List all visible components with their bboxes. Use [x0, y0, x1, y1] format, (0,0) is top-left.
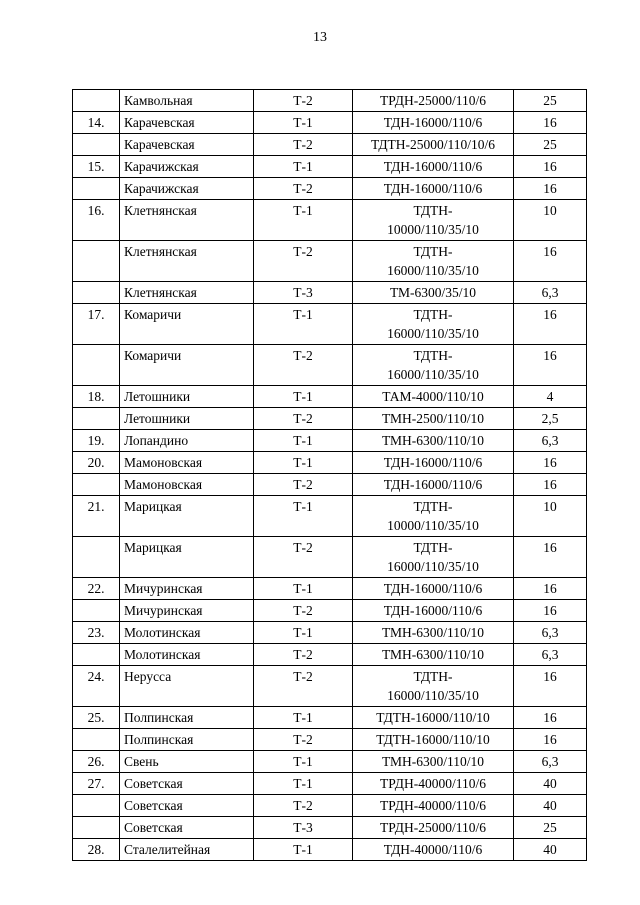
power-mva-cell: 6,3	[514, 751, 587, 773]
table-row	[73, 345, 587, 386]
transformer-id-cell: Т-3	[254, 817, 353, 839]
row-number-cell	[73, 537, 120, 578]
transformer-id-cell: Т-1	[254, 200, 353, 241]
substation-name-cell: Карачижская	[120, 156, 254, 178]
power-mva-cell: 25	[514, 817, 587, 839]
power-mva-cell: 25	[514, 90, 587, 112]
table-row	[73, 622, 587, 644]
table-row	[73, 707, 587, 729]
transformer-id-cell: Т-1	[254, 156, 353, 178]
row-number-cell: 18.	[73, 386, 120, 408]
table-row	[73, 304, 587, 345]
transformer-type-cell: ТМН-6300/110/10	[353, 430, 514, 452]
transformer-type-cell: ТДТН- 16000/110/35/10	[353, 345, 514, 386]
row-number-cell: 22.	[73, 578, 120, 600]
transformer-id-cell: Т-1	[254, 622, 353, 644]
power-mva-cell: 40	[514, 773, 587, 795]
power-mva-cell: 16	[514, 537, 587, 578]
transformer-type-cell: ТДН-16000/110/6	[353, 578, 514, 600]
transformer-id-cell: Т-2	[254, 345, 353, 386]
transformer-id-cell: Т-2	[254, 644, 353, 666]
row-number-cell	[73, 134, 120, 156]
transformer-type-cell: ТДН-16000/110/6	[353, 474, 514, 496]
table-row	[73, 537, 587, 578]
power-mva-cell: 6,3	[514, 282, 587, 304]
table-row	[73, 474, 587, 496]
transformer-id-cell: Т-1	[254, 496, 353, 537]
substation-name-cell: Камвольная	[120, 90, 254, 112]
transformer-type-cell: ТДТН-25000/110/10/6	[353, 134, 514, 156]
table-row	[73, 200, 587, 241]
row-number-cell: 19.	[73, 430, 120, 452]
transformer-id-cell: Т-2	[254, 795, 353, 817]
row-number-cell: 20.	[73, 452, 120, 474]
power-mva-cell: 40	[514, 839, 587, 861]
page-number: 13	[313, 30, 327, 45]
transformer-type-cell: ТДН-16000/110/6	[353, 156, 514, 178]
transformer-type-cell: ТДТН- 10000/110/35/10	[353, 200, 514, 241]
transformer-id-cell: Т-2	[254, 666, 353, 707]
transformer-id-cell: Т-1	[254, 839, 353, 861]
power-mva-cell: 10	[514, 496, 587, 537]
substation-name-cell: Карачевская	[120, 112, 254, 134]
transformer-id-cell: Т-2	[254, 474, 353, 496]
substation-name-cell: Карачижская	[120, 178, 254, 200]
transformer-id-cell: Т-2	[254, 729, 353, 751]
transformer-type-cell: ТАМ-4000/110/10	[353, 386, 514, 408]
table-row	[73, 751, 587, 773]
table-row	[73, 578, 587, 600]
row-number-cell: 27.	[73, 773, 120, 795]
row-number-cell	[73, 600, 120, 622]
table-row	[73, 112, 587, 134]
substation-name-cell: Летошники	[120, 386, 254, 408]
row-number-cell	[73, 345, 120, 386]
row-number-cell: 17.	[73, 304, 120, 345]
transformer-type-cell: ТДТН- 16000/110/35/10	[353, 666, 514, 707]
transformer-type-cell: ТМН-2500/110/10	[353, 408, 514, 430]
row-number-cell: 28.	[73, 839, 120, 861]
table-row	[73, 90, 587, 112]
row-number-cell: 16.	[73, 200, 120, 241]
transformer-type-cell: ТРДН-40000/110/6	[353, 773, 514, 795]
table-row	[73, 430, 587, 452]
table-row	[73, 178, 587, 200]
substation-name-cell: Советская	[120, 773, 254, 795]
row-number-cell: 15.	[73, 156, 120, 178]
row-number-cell: 26.	[73, 751, 120, 773]
power-mva-cell: 2,5	[514, 408, 587, 430]
transformer-type-cell: ТДТН- 16000/110/35/10	[353, 537, 514, 578]
transformer-type-cell: ТМН-6300/110/10	[353, 622, 514, 644]
row-number-cell	[73, 817, 120, 839]
power-mva-cell: 16	[514, 156, 587, 178]
row-number-cell: 21.	[73, 496, 120, 537]
substation-name-cell: Мичуринская	[120, 578, 254, 600]
power-mva-cell: 16	[514, 600, 587, 622]
table-row	[73, 839, 587, 861]
substation-name-cell: Карачевская	[120, 134, 254, 156]
substation-name-cell: Лопандино	[120, 430, 254, 452]
table-row	[73, 134, 587, 156]
transformer-type-cell: ТДН-16000/110/6	[353, 600, 514, 622]
substation-name-cell: Свень	[120, 751, 254, 773]
row-number-cell	[73, 474, 120, 496]
transformer-id-cell: Т-1	[254, 112, 353, 134]
substation-name-cell: Клетнянская	[120, 241, 254, 282]
table-row	[73, 452, 587, 474]
table-row	[73, 241, 587, 282]
transformer-id-cell: Т-1	[254, 304, 353, 345]
power-mva-cell: 16	[514, 345, 587, 386]
substation-name-cell: Мичуринская	[120, 600, 254, 622]
transformer-type-cell: ТДТН- 16000/110/35/10	[353, 304, 514, 345]
transformer-id-cell: Т-1	[254, 386, 353, 408]
power-mva-cell: 16	[514, 707, 587, 729]
substation-name-cell: Молотинская	[120, 622, 254, 644]
transformer-type-cell: ТРДН-25000/110/6	[353, 90, 514, 112]
transformer-type-cell: ТМН-6300/110/10	[353, 644, 514, 666]
substation-name-cell: Марицкая	[120, 537, 254, 578]
substation-name-cell: Летошники	[120, 408, 254, 430]
transformer-type-cell: ТРДН-40000/110/6	[353, 795, 514, 817]
transformer-type-cell: ТМ-6300/35/10	[353, 282, 514, 304]
row-number-cell	[73, 90, 120, 112]
substation-name-cell: Марицкая	[120, 496, 254, 537]
substation-name-cell: Мамоновская	[120, 474, 254, 496]
power-mva-cell: 16	[514, 666, 587, 707]
table-row	[73, 729, 587, 751]
substation-name-cell: Клетнянская	[120, 282, 254, 304]
power-mva-cell: 40	[514, 795, 587, 817]
table-row	[73, 496, 587, 537]
transformer-type-cell: ТРДН-25000/110/6	[353, 817, 514, 839]
transformer-type-cell: ТДТН- 10000/110/35/10	[353, 496, 514, 537]
row-number-cell	[73, 795, 120, 817]
transformer-id-cell: Т-1	[254, 430, 353, 452]
transformer-id-cell: Т-2	[254, 600, 353, 622]
row-number-cell: 25.	[73, 707, 120, 729]
table-row	[73, 600, 587, 622]
transformer-type-cell: ТМН-6300/110/10	[353, 751, 514, 773]
transformer-type-cell: ТДН-16000/110/6	[353, 112, 514, 134]
substation-name-cell: Мамоновская	[120, 452, 254, 474]
substation-name-cell: Советская	[120, 817, 254, 839]
power-mva-cell: 16	[514, 578, 587, 600]
power-mva-cell: 16	[514, 474, 587, 496]
power-mva-cell: 16	[514, 304, 587, 345]
transformer-type-cell: ТДТН-16000/110/10	[353, 707, 514, 729]
transformer-id-cell: Т-1	[254, 707, 353, 729]
transformer-type-cell: ТДН-40000/110/6	[353, 839, 514, 861]
table-row	[73, 156, 587, 178]
substation-name-cell: Полпинская	[120, 707, 254, 729]
transformer-id-cell: Т-2	[254, 408, 353, 430]
table-row	[73, 773, 587, 795]
transformer-id-cell: Т-2	[254, 178, 353, 200]
transformer-id-cell: Т-1	[254, 751, 353, 773]
transformer-type-cell: ТДТН-16000/110/10	[353, 729, 514, 751]
transformer-id-cell: Т-2	[254, 241, 353, 282]
power-mva-cell: 16	[514, 112, 587, 134]
power-mva-cell: 16	[514, 241, 587, 282]
power-mva-cell: 16	[514, 178, 587, 200]
transformer-type-cell: ТДН-16000/110/6	[353, 178, 514, 200]
table-row	[73, 386, 587, 408]
power-mva-cell: 4	[514, 386, 587, 408]
transformer-type-cell: ТДН-16000/110/6	[353, 452, 514, 474]
power-mva-cell: 6,3	[514, 430, 587, 452]
transformer-id-cell: Т-1	[254, 578, 353, 600]
transformer-id-cell: Т-2	[254, 134, 353, 156]
table-row	[73, 817, 587, 839]
table-body	[73, 90, 587, 861]
transformer-id-cell: Т-1	[254, 452, 353, 474]
transformer-id-cell: Т-2	[254, 90, 353, 112]
row-number-cell	[73, 729, 120, 751]
table-row	[73, 644, 587, 666]
transformer-id-cell: Т-2	[254, 537, 353, 578]
power-mva-cell: 6,3	[514, 644, 587, 666]
transformer-id-cell: Т-3	[254, 282, 353, 304]
substation-name-cell: Полпинская	[120, 729, 254, 751]
power-mva-cell: 10	[514, 200, 587, 241]
row-number-cell	[73, 241, 120, 282]
transformer-id-cell: Т-1	[254, 773, 353, 795]
transformer-type-cell: ТДТН- 16000/110/35/10	[353, 241, 514, 282]
table-row	[73, 282, 587, 304]
row-number-cell: 24.	[73, 666, 120, 707]
row-number-cell	[73, 178, 120, 200]
row-number-cell	[73, 644, 120, 666]
substation-name-cell: Клетнянская	[120, 200, 254, 241]
table-row	[73, 408, 587, 430]
substation-name-cell: Нерусса	[120, 666, 254, 707]
row-number-cell	[73, 282, 120, 304]
substation-name-cell: Советская	[120, 795, 254, 817]
substations-table	[72, 89, 587, 861]
row-number-cell: 23.	[73, 622, 120, 644]
table-row	[73, 795, 587, 817]
table-row	[73, 666, 587, 707]
substation-name-cell: Комаричи	[120, 304, 254, 345]
row-number-cell: 14.	[73, 112, 120, 134]
power-mva-cell: 25	[514, 134, 587, 156]
row-number-cell	[73, 408, 120, 430]
power-mva-cell: 16	[514, 452, 587, 474]
substation-name-cell: Молотинская	[120, 644, 254, 666]
power-mva-cell: 16	[514, 729, 587, 751]
substation-name-cell: Комаричи	[120, 345, 254, 386]
substation-name-cell: Сталелитейная	[120, 839, 254, 861]
power-mva-cell: 6,3	[514, 622, 587, 644]
